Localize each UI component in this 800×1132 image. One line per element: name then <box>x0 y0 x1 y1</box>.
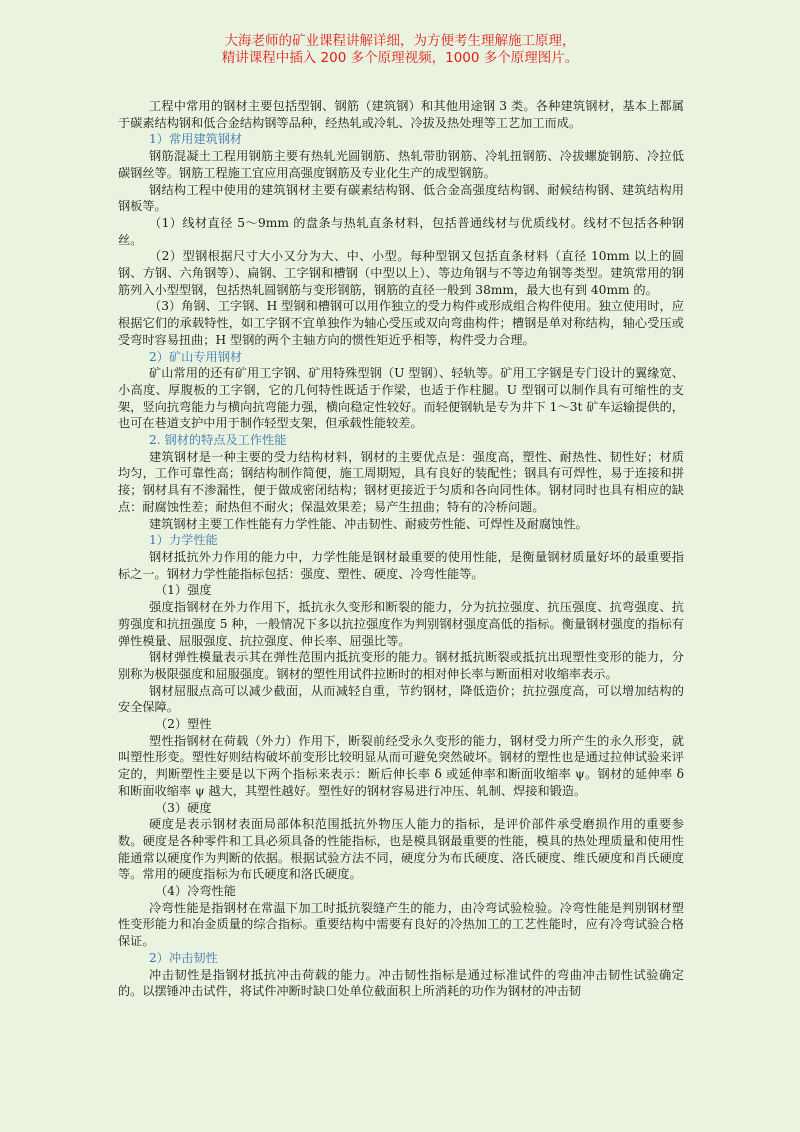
paragraph: （3）角钢、工字钢、H 型钢和槽钢可以用作独立的受力构件或形成组合构件使用。独立使用时，应根据它们的承载特性，如工字钢不宜单独作为轴心受压或双向弯曲构件；槽钢是单对称结构，轴心受压或受弯时容易扭曲；H 型钢的两个主轴方向的惯性矩近乎相等，构件受力合理。 <box>118 299 684 347</box>
paragraph: 钢结构工程中使用的建筑钢材主要有碳素结构钢、低合金高强度结构钢、耐候结构钢、建筑结构用钢板等。 <box>118 182 684 214</box>
paragraph: 工程中常用的钢材主要包括型钢、钢筋（建筑钢）和其他用途钢 3 类。各种建筑钢材，基本上都属于碳素结构钢和低合金结构钢等品种，经热轧或冷轧、冷拔及热处理等工艺加工而成。 <box>118 99 684 130</box>
banner-line-1: 大海老师的矿业课程讲解详细，为方便考生理解施工原理， <box>224 33 576 49</box>
paragraph: 塑性指钢材在荷载（外力）作用下，断裂前经受永久变形的能力，钢材受力所产生的永久形变，就叫塑性形变。塑性好则结构破坏前变形比较明显从而可避免突然破坏。钢材的塑性也是通过拉伸试验来评定的，判断塑性主要是以下两个指标来表示：断后伸长率 δ 或延伸率和断面收缩率 ψ。钢材的延伸率 δ 和断面收缩率 ψ 越大，其塑性越好。塑性好的钢材容易进行冲压、轧制、焊接和锻造。 <box>118 733 684 798</box>
banner-line-2: 精讲课程中插入 200 多个原理视频，1000 多个原理图片。 <box>221 50 579 66</box>
paragraph: 钢材抵抗外力作用的能力中，力学性能是钢材最重要的使用性能，是衡量钢材质量好坏的最重要指标之一。钢材力学性能指标包括：强度、塑性、硬度、冷弯性能等。 <box>118 549 684 581</box>
subsection-heading: （4）冷弯性能 <box>155 884 236 899</box>
section-heading: 2）矿山专用钢材 <box>149 349 243 364</box>
paragraph: 钢材屈服点高可以减少截面，从而减轻自重，节约钢材，降低造价；抗拉强度高，可以增加结构的安全保障。 <box>118 683 684 715</box>
subsection-heading: （3）硬度 <box>155 800 212 815</box>
paragraph: （2）型钢根据尺寸大小又分为大、中、小型。每种型钢又包括直条材料（直径 10mm 以上的圆钢、方钢、六角钢等）、扁钢、工字钢和槽钢（中型以上）、等边角钢与不等边角钢等类型。建筑常用的钢筋列入小型型钢，包括热轧圆钢筋与变形钢筋，钢筋的直径一般到 38mm，最大也有到 40mm 的。 <box>118 249 684 297</box>
section-heading: 1）力学性能 <box>149 533 218 548</box>
paragraph: 矿山常用的还有矿用工字钢、矿用特殊型钢（U 型钢）、轻轨等。矿用工字钢是专门设计的翼缘宽、小高度、厚腹板的工字钢，它的几何特性既适于作梁，也适于作柱腿。U 型钢可以制作具有可缩性的支架，竖向抗弯能力与横向抗弯能力强，横向稳定性较好。而轻便钢轨是专为井下 1～3t 矿车运输提供的，也可在巷道支护中用于制作轻型支架，但承载性能较差。 <box>118 366 684 431</box>
section-heading: 1）常用建筑钢材 <box>149 132 243 147</box>
subsection-heading: （1）强度 <box>155 583 212 598</box>
section-heading: 2. 钢材的特点及工作性能 <box>149 433 287 448</box>
subsection-heading: （2）塑性 <box>155 717 212 732</box>
paragraph: 建筑钢材是一种主要的受力结构材料，钢材的主要优点是：强度高，塑性、耐热性、韧性好；材质均匀，工作可靠性高；钢结构制作简便，施工周期短，具有良好的装配性；钢具有可焊性，易于连接和拼接；钢材具有不渗漏性，便于做成密闭结构；钢材更接近于匀质和各向同性体。钢材同时也具有相应的缺点：耐腐蚀性差；耐热但不耐火；保温效果差；易产生扭曲；特有的冷桥问题。 <box>118 449 684 514</box>
paragraph: 冷弯性能是指钢材在常温下加工时抵抗裂缝产生的能力，由冷弯试验检验。冷弯性能是判别钢材塑性变形能力和冶金质量的综合指标。重要结构中需要有良好的冷热加工的工艺性能时，应有冷弯试验合格保证。 <box>118 900 684 949</box>
paragraph: 建筑钢材主要工作性能有力学性能、冲击韧性、耐疲劳性能、可焊性及耐腐蚀性。 <box>149 516 588 531</box>
section-heading: 2）冲击韧性 <box>149 950 218 965</box>
promo-banner <box>0 33 800 67</box>
paragraph: （1）线材直径 5～9mm 的盘条与热轧直条材料，包括普通线材与优质线材。线材不包括各种钢丝。 <box>118 215 684 247</box>
paragraph: 硬度是表示钢材表面局部体积范围抵抗外物压人能力的指标，是评价部件承受磨损作用的重要参数。硬度是各种零件和工具必须具备的性能指标，也是模具钢最重要的性能，模具的热处理质量和使用性能通常以硬度作为判断的依据。根据试验方法不同，硬度分为布氏硬度、洛氏硬度、维氏硬度和肖氏硬度等。常用的硬度指标为布氏硬度和洛氏硬度。 <box>118 817 684 882</box>
body-text <box>118 98 684 1000</box>
paragraph: 冲击韧性是指钢材抵抗冲击荷载的能力。冲击韧性指标是通过标准试件的弯曲冲击韧性试验确定的。以摆锤冲击试件，将试件冲断时缺口处单位截面积上所消耗的功作为钢材的冲击韧 <box>118 967 684 999</box>
paragraph: 钢筋混凝土工程用钢筋主要有热轧光圆钢筋、热轧带肋钢筋、冷轧扭钢筋、冷拔螺旋钢筋、冷拉低碳钢丝等。钢筋工程施工宜应用高强度钢筋及专业化生产的成型钢筋。 <box>118 149 684 180</box>
paragraph: 强度指钢材在外力作用下，抵抗永久变形和断裂的能力，分为抗拉强度、抗压强度、抗弯强度、抗剪强度和抗扭强度 5 种，一般情况下多以抗拉强度作为判别钢材强度高低的指标。衡量钢材强度的指标有弹性模量、屈服强度、抗拉强度、伸长率、屈强比等。 <box>118 600 684 648</box>
paragraph: 钢材弹性模量表示其在弹性范围内抵抗变形的能力。钢材抵抗断裂或抵抗出现塑性变形的能力，分别称为极限强度和屈服强度。钢材的塑性用试件拉断时的相对伸长率与断面相对收缩率表示。 <box>118 650 684 681</box>
